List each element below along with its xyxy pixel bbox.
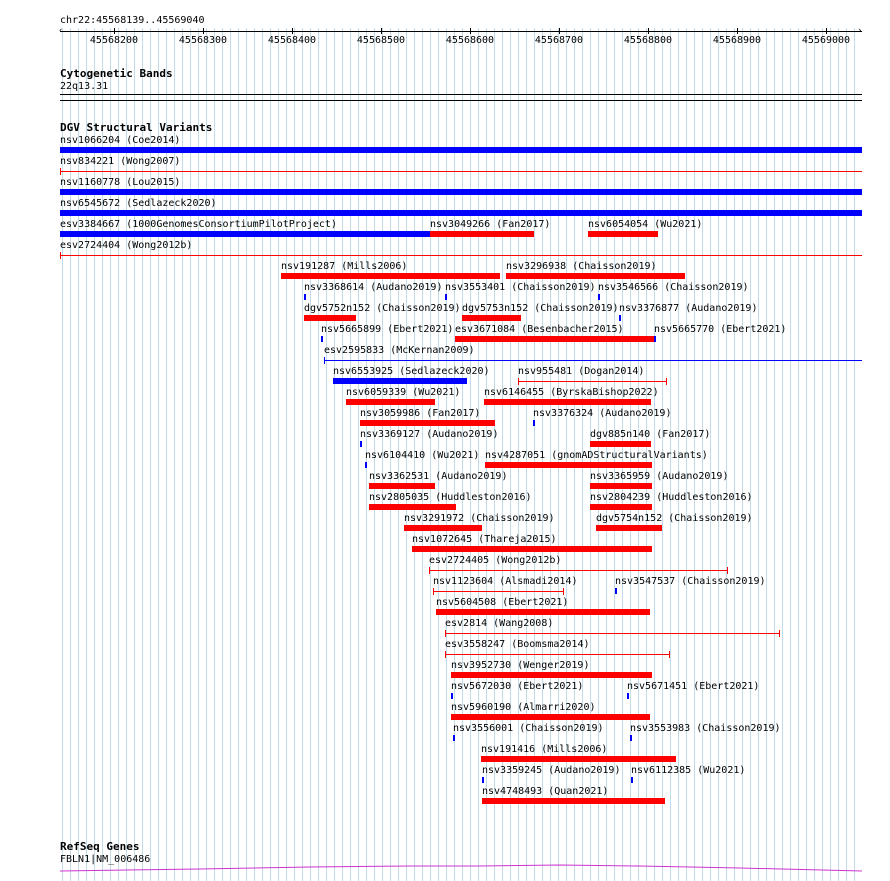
grid-line xyxy=(726,28,727,881)
grid-line xyxy=(854,28,855,881)
grid-line xyxy=(254,28,255,881)
grid-line xyxy=(222,28,223,881)
dgv-feature-tick[interactable] xyxy=(365,462,367,468)
ruler-left-arrow-icon: ‹ xyxy=(58,26,64,36)
dgv-feature-label[interactable]: esv2595833 (McKernan2009) xyxy=(324,345,475,356)
dgv-feature-bar[interactable] xyxy=(404,525,482,531)
dgv-feature-label[interactable]: nsv2804239 (Huddleston2016) xyxy=(590,492,753,503)
dgv-feature-label[interactable]: nsv6059339 (Wu2021) xyxy=(346,387,461,398)
dgv-feature-end-cap xyxy=(779,630,780,637)
ruler-tick-label: 45569000 xyxy=(801,35,851,46)
dgv-feature-label[interactable]: nsv6104410 (Wu2021) xyxy=(365,450,480,461)
grid-line xyxy=(206,28,207,881)
dgv-feature-bar[interactable] xyxy=(346,399,435,405)
dgv-feature-bar[interactable] xyxy=(590,504,652,510)
dgv-feature-label[interactable]: nsv3952730 (Wenger2019) xyxy=(451,660,590,671)
dgv-feature-start-cap xyxy=(60,252,61,259)
grid-line xyxy=(742,28,743,881)
grid-line xyxy=(758,28,759,881)
dgv-feature-end-cap xyxy=(669,651,670,658)
dgv-feature-line[interactable] xyxy=(429,570,728,571)
dgv-feature-label[interactable]: nsv3362531 (Audano2019) xyxy=(369,471,508,482)
dgv-feature-label[interactable]: nsv3553983 (Chaisson2019) xyxy=(630,723,781,734)
dgv-feature-tick[interactable] xyxy=(598,294,600,300)
dgv-feature-label[interactable]: nsv5960190 (Almarri2020) xyxy=(451,702,596,713)
dgv-feature-label[interactable]: esv2724405 (Wong2012b) xyxy=(429,555,562,566)
dgv-feature-label[interactable]: esv2724404 (Wong2012b) xyxy=(60,240,193,251)
dgv-feature-bar[interactable] xyxy=(451,714,650,720)
dgv-feature-bar[interactable] xyxy=(462,315,521,321)
dgv-feature-tick[interactable] xyxy=(445,294,447,300)
dgv-feature-label[interactable]: nsv1160778 (Lou2015) xyxy=(60,177,181,188)
dgv-feature-tick[interactable] xyxy=(627,693,629,699)
dgv-feature-bar[interactable] xyxy=(485,462,652,468)
dgv-feature-bar[interactable] xyxy=(60,189,862,195)
dgv-feature-tick[interactable] xyxy=(321,336,323,342)
dgv-feature-start-cap xyxy=(324,357,325,364)
dgv-feature-bar[interactable] xyxy=(360,420,495,426)
dgv-feature-bar[interactable] xyxy=(304,315,356,321)
dgv-feature-label[interactable]: nsv3368614 (Audano2019) xyxy=(304,282,443,293)
dgv-feature-label[interactable]: nsv1123604 (Alsmadi2014) xyxy=(433,576,578,587)
ruler-tick xyxy=(470,28,471,34)
dgv-feature-bar[interactable] xyxy=(60,210,862,216)
dgv-feature-bar[interactable] xyxy=(588,231,658,237)
ruler-tick-label: 45568500 xyxy=(356,35,406,46)
dgv-feature-tick[interactable] xyxy=(533,420,535,426)
dgv-feature-tick[interactable] xyxy=(451,693,453,699)
grid-line xyxy=(262,28,263,881)
dgv-feature-label[interactable]: nsv1072645 (Thareja2015) xyxy=(412,534,557,545)
refseq-gene-model[interactable] xyxy=(0,860,890,881)
grid-line xyxy=(190,28,191,881)
ruler-tick-label: 45568900 xyxy=(712,35,762,46)
dgv-feature-end-cap xyxy=(563,588,564,595)
grid-line xyxy=(238,28,239,881)
cytoband-track-title: Cytogenetic Bands xyxy=(60,67,173,80)
dgv-feature-bar[interactable] xyxy=(484,399,651,405)
ruler-tick-label: 45568300 xyxy=(178,35,228,46)
dgv-feature-label[interactable]: dgv5754n152 (Chaisson2019) xyxy=(596,513,753,524)
dgv-feature-label[interactable]: esv2814 (Wang2008) xyxy=(445,618,554,629)
dgv-feature-bar[interactable] xyxy=(430,231,534,237)
grid-line xyxy=(294,28,295,881)
dgv-feature-line[interactable] xyxy=(433,591,564,592)
grid-line xyxy=(734,28,735,881)
ruler-tick xyxy=(292,28,293,34)
dgv-feature-label[interactable]: nsv3556001 (Chaisson2019) xyxy=(453,723,604,734)
grid-line xyxy=(806,28,807,881)
dgv-feature-bar[interactable] xyxy=(590,483,652,489)
grid-line xyxy=(790,28,791,881)
dgv-feature-label[interactable]: nsv3376324 (Audano2019) xyxy=(533,408,672,419)
dgv-feature-label[interactable]: nsv6553925 (Sedlazeck2020) xyxy=(333,366,490,377)
dgv-feature-line[interactable] xyxy=(60,255,862,256)
dgv-feature-bar[interactable] xyxy=(412,546,652,552)
dgv-feature-label[interactable]: nsv191416 (Mills2006) xyxy=(481,744,608,755)
grid-line xyxy=(830,28,831,881)
dgv-feature-bar[interactable] xyxy=(333,378,467,384)
dgv-feature-bar[interactable] xyxy=(481,756,676,762)
ruler-tick-label: 45568700 xyxy=(534,35,584,46)
ruler-tick xyxy=(114,28,115,34)
grid-line xyxy=(718,28,719,881)
dgv-feature-end-cap xyxy=(666,378,667,385)
grid-line xyxy=(198,28,199,881)
dgv-feature-line[interactable] xyxy=(60,171,862,172)
grid-line xyxy=(350,28,351,881)
dgv-feature-label[interactable]: nsv3547537 (Chaisson2019) xyxy=(615,576,766,587)
dgv-feature-label[interactable]: nsv191287 (Mills2006) xyxy=(281,261,408,272)
dgv-feature-label[interactable]: nsv4287051 (gnomADStructuralVariants) xyxy=(485,450,708,461)
dgv-feature-bar[interactable] xyxy=(436,609,650,615)
ruler-tick xyxy=(381,28,382,34)
dgv-feature-label[interactable]: dgv5752n152 (Chaisson2019) xyxy=(304,303,461,314)
dgv-feature-label[interactable]: nsv834221 (Wong2007) xyxy=(60,156,181,167)
dgv-feature-start-cap xyxy=(60,168,61,175)
dgv-feature-tick[interactable] xyxy=(615,588,617,594)
grid-line xyxy=(270,28,271,881)
dgv-feature-bar[interactable] xyxy=(369,504,456,510)
grid-line xyxy=(342,28,343,881)
ruler-tick-label: 45568400 xyxy=(267,35,317,46)
cytoband-label: 22q13.31 xyxy=(60,81,109,92)
dgv-feature-bar[interactable] xyxy=(596,525,662,531)
dgv-feature-label[interactable]: nsv6054054 (Wu2021) xyxy=(588,219,703,230)
grid-line xyxy=(774,28,775,881)
dgv-feature-label[interactable]: nsv2805035 (Huddleston2016) xyxy=(369,492,532,503)
dgv-feature-label[interactable]: nsv3291972 (Chaisson2019) xyxy=(404,513,555,524)
ruler-tick xyxy=(559,28,560,34)
grid-line xyxy=(286,28,287,881)
grid-line xyxy=(318,28,319,881)
dgv-feature-start-cap xyxy=(433,588,434,595)
ruler-right-arrow-icon: › xyxy=(857,26,863,36)
grid-line xyxy=(750,28,751,881)
dgv-feature-bar[interactable] xyxy=(482,798,665,804)
dgv-feature-bar[interactable] xyxy=(506,273,685,279)
dgv-feature-label[interactable]: nsv6146455 (ByrskaBishop2022) xyxy=(484,387,659,398)
grid-line xyxy=(766,28,767,881)
dgv-feature-label[interactable]: nsv3059986 (Fan2017) xyxy=(360,408,481,419)
dgv-feature-bar[interactable] xyxy=(60,147,862,153)
ruler-tick xyxy=(737,28,738,34)
dgv-feature-label[interactable]: nsv3296938 (Chaisson2019) xyxy=(506,261,657,272)
dgv-feature-line[interactable] xyxy=(518,381,667,382)
dgv-feature-tick[interactable] xyxy=(630,735,632,741)
dgv-feature-end-cap xyxy=(727,567,728,574)
dgv-feature-line[interactable] xyxy=(445,633,780,634)
dgv-feature-bar[interactable] xyxy=(281,273,500,279)
cytoband-bar-top xyxy=(60,94,862,95)
grid-line xyxy=(310,28,311,881)
ruler-axis xyxy=(60,31,862,32)
dgv-feature-label[interactable]: nsv3553401 (Chaisson2019) xyxy=(445,282,596,293)
dgv-feature-label[interactable]: nsv4748493 (Quan2021) xyxy=(482,786,609,797)
grid-line xyxy=(182,28,183,881)
grid-line xyxy=(846,28,847,881)
dgv-feature-tick[interactable] xyxy=(631,777,633,783)
dgv-feature-tick[interactable] xyxy=(482,777,484,783)
grid-line xyxy=(782,28,783,881)
dgv-feature-label[interactable]: nsv955481 (Dogan2014) xyxy=(518,366,645,377)
dgv-feature-tick[interactable] xyxy=(619,315,621,321)
ruler-tick-label: 45568200 xyxy=(89,35,139,46)
dgv-feature-tick[interactable] xyxy=(360,441,362,447)
dgv-feature-tick[interactable] xyxy=(453,735,455,741)
dgv-feature-line[interactable] xyxy=(324,360,862,361)
dgv-feature-label[interactable]: nsv6112385 (Wu2021) xyxy=(631,765,746,776)
ruler-tick-label: 45568800 xyxy=(623,35,673,46)
dgv-feature-line[interactable] xyxy=(445,654,670,655)
dgv-feature-label[interactable]: nsv5671451 (Ebert2021) xyxy=(627,681,760,692)
dgv-feature-label[interactable]: esv3384667 (1000GenomesConsortiumPilotProject) xyxy=(60,219,337,230)
ruler-tick-label: 45568600 xyxy=(445,35,495,46)
grid-line xyxy=(302,28,303,881)
dgv-feature-label[interactable]: nsv3365959 (Audano2019) xyxy=(590,471,729,482)
grid-line xyxy=(838,28,839,881)
ruler-tick xyxy=(203,28,204,34)
grid-line xyxy=(822,28,823,881)
dgv-feature-bar[interactable] xyxy=(369,483,435,489)
dgv-feature-start-cap xyxy=(518,378,519,385)
dgv-feature-start-cap xyxy=(429,567,430,574)
refseq-gene-label: FBLN1|NM_006486 xyxy=(60,854,151,865)
dgv-feature-label[interactable]: nsv3359245 (Audano2019) xyxy=(482,765,621,776)
dgv-feature-start-cap xyxy=(445,630,446,637)
grid-line xyxy=(230,28,231,881)
grid-line xyxy=(214,28,215,881)
dgv-feature-label[interactable]: nsv3376877 (Audano2019) xyxy=(619,303,758,314)
dgv-feature-label[interactable]: nsv3546566 (Chaisson2019) xyxy=(598,282,749,293)
grid-line xyxy=(798,28,799,881)
dgv-feature-label[interactable]: dgv885n140 (Fan2017) xyxy=(590,429,711,440)
dgv-feature-label[interactable]: esv3671084 (Besenbacher2015) xyxy=(455,324,624,335)
dgv-feature-bar[interactable] xyxy=(590,441,651,447)
dgv-feature-label[interactable]: nsv5665899 (Ebert2021) xyxy=(321,324,454,335)
refseq-gene-line[interactable] xyxy=(60,865,862,871)
dgv-feature-label[interactable]: dgv5753n152 (Chaisson2019) xyxy=(462,303,619,314)
dgv-feature-bar[interactable] xyxy=(60,231,430,237)
cytoband-bar-bottom xyxy=(60,100,862,101)
dgv-feature-label[interactable]: nsv3369127 (Audano2019) xyxy=(360,429,499,440)
refseq-track-title: RefSeq Genes xyxy=(60,840,140,853)
locus-label: chr22:45568139..45569040 xyxy=(60,15,205,26)
dgv-feature-label[interactable]: esv3558247 (Boomsma2014) xyxy=(445,639,590,650)
grid-line xyxy=(710,28,711,881)
dgv-feature-label[interactable]: nsv3049266 (Fan2017) xyxy=(430,219,551,230)
dgv-feature-label[interactable]: nsv5665770 (Ebert2021) xyxy=(654,324,787,335)
dgv-feature-label[interactable]: nsv5604508 (Ebert2021) xyxy=(436,597,569,608)
grid-line xyxy=(246,28,247,881)
grid-line xyxy=(326,28,327,881)
grid-line xyxy=(358,28,359,881)
dgv-feature-label[interactable]: nsv1066204 (Coe2014) xyxy=(60,135,181,146)
dgv-feature-tick[interactable] xyxy=(304,294,306,300)
dgv-feature-label[interactable]: nsv6545672 (Sedlazeck2020) xyxy=(60,198,217,209)
dgv-feature-bar[interactable] xyxy=(455,336,654,342)
dgv-feature-label[interactable]: nsv5672030 (Ebert2021) xyxy=(451,681,584,692)
dgv-track-title: DGV Structural Variants xyxy=(60,121,213,134)
ruler-tick xyxy=(826,28,827,34)
dgv-feature-tick[interactable] xyxy=(654,336,656,342)
dgv-feature-bar[interactable] xyxy=(451,672,652,678)
grid-line xyxy=(278,28,279,881)
ruler-tick xyxy=(648,28,649,34)
grid-line xyxy=(334,28,335,881)
grid-line xyxy=(814,28,815,881)
dgv-feature-start-cap xyxy=(445,651,446,658)
